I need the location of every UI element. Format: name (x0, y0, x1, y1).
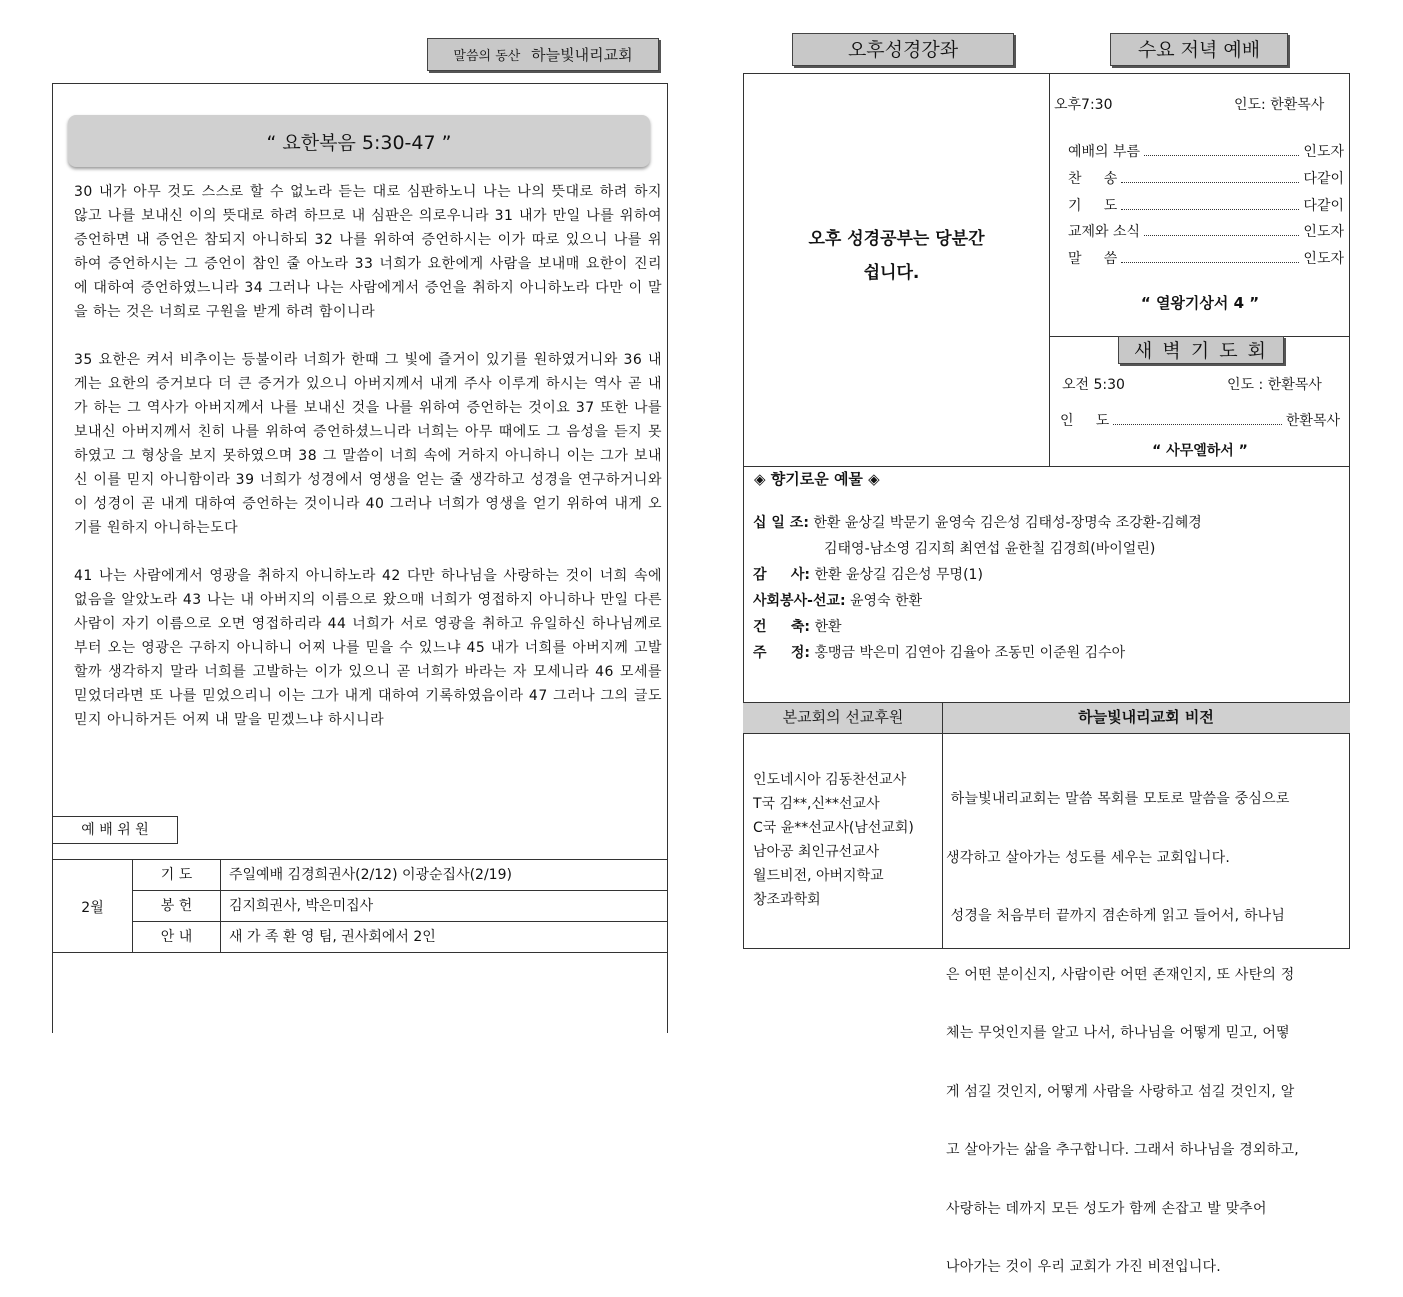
missionary-list (753, 768, 939, 912)
dawn-leader: 인도 : 한환목사 (1227, 377, 1322, 393)
missionary: T국 김**,신**선교사 (753, 796, 880, 812)
duty-row (133, 891, 667, 922)
notice-line: 쉽니다. (863, 263, 920, 283)
dawn-row (1060, 410, 1340, 430)
offering-label: 사회봉사-선교: (753, 593, 846, 609)
offering-names: 한환 윤상길 박문기 윤영숙 김은성 김태성-장명숙 조강환-김혜경 (813, 515, 1202, 531)
scripture-text (74, 180, 662, 732)
leader-dots (1121, 262, 1299, 263)
offering-label: 건 축: (753, 619, 811, 635)
order-label: 찬 송 (1068, 171, 1118, 187)
wednesday-service-tag (1110, 33, 1288, 66)
dawn-label: 인 도 (1060, 413, 1110, 429)
missionary: 인도네시아 김동찬선교사 (753, 772, 907, 788)
offering-label: 감 사: (753, 567, 811, 583)
order-label: 교제와 소식 (1068, 224, 1141, 240)
committee-label (52, 816, 178, 844)
dawn-prayer-title: 새 벽 기 도 회 (1134, 340, 1268, 362)
offering-row (753, 536, 1343, 562)
order-label: 예배의 부름 (1068, 144, 1141, 160)
scripture-title: “ 요한복음 5:30-47 ” (266, 132, 452, 154)
offering-label: 주 정: (753, 645, 811, 661)
duty-role: 기 도 (133, 860, 221, 890)
scripture-paragraph: 30 내가 아무 것도 스스로 할 수 없노라 듣는 대로 심판하노니 나는 나의 뜻대로 하려 하지 않고 나를 보내신 이의 뜻대로 하려 하므로 내 심판은 의로우니라 31 내가 만일 나를 위하여 증언하면 내 증언은 참되지 아니하되 32 나를 위하여 증언하시는 이가 따로 있으니 나를 위하여 증언하시는 그 증언이 참인 줄 아노라 33 너희가 요한에게 사람을 보내매 요한이 진리에 대하여 증언하였느니라 34 그러나 나는 사람에게서 증언을 취하지 아니하노라 다만 이 말을 하는 것은 너희로 구원을 받게 하려 함이니라 (74, 184, 662, 320)
offering-names: 김태영-남소영 김지희 최연섭 윤한칠 김경희(바이얼린) (824, 541, 1156, 557)
vision-line: 고 살아가는 삶을 추구합니다. 그래서 하나님을 경외하고, (946, 1142, 1299, 1158)
church-name: 하늘빛내리교회 (531, 46, 633, 64)
church-name-tag (427, 38, 659, 71)
month-text: 2월 (81, 900, 104, 916)
order-row (1068, 195, 1344, 215)
order-label: 기 도 (1068, 198, 1118, 214)
afternoon-class-tag (792, 33, 1014, 66)
order-row (1068, 248, 1344, 268)
vision-text (946, 751, 1346, 1297)
vision-line: 은 어떤 분이신지, 사람이란 어떤 존재인지, 또 사탄의 정 (946, 966, 1295, 983)
offering-names: 한환 (814, 619, 842, 635)
offering-row (753, 614, 1343, 640)
duty-names: 주일예배 김경희권사(2/12) 이광순집사(2/19) (229, 867, 512, 883)
offering-names: 홍맹금 박은미 김연아 김율아 조동민 이준원 김수아 (814, 645, 1126, 661)
offering-row (753, 510, 1343, 536)
offering-title: ◈ 향기로운 예물 ◈ (754, 470, 880, 488)
leader-dots (1113, 424, 1282, 425)
duty-row (133, 922, 667, 952)
vision-line: 성경을 처음부터 끝까지 겸손하게 읽고 들어서, 하나님 (946, 908, 1286, 924)
dawn-value: 한환목사 (1285, 413, 1340, 429)
scripture-paragraph: 35 요한은 켜서 비추이는 등불이라 너희가 한때 그 빛에 즐거이 있기를 원하였거니와 36 내게는 요한의 증거보다 더 큰 증거가 있으니 아버지께서 내게 주사 이루게 하시는 역사 곧 내가 하는 그 역사가 아버지께서 나를 보내신 것을 나를 위하여 증언하는 것이요 37 또한 나를 보내신 아버지께서 친히 나를 위하여 증언하셨느니라 너희는 아무 때에도 그 음성을 듣지 못하였고 그 형상을 보지 못하였으며 38 그 말씀이 너희 속에 거하지 아니하니 이는 그가 보내신 이를 믿지 아니함이라 39 너희가 성경에서 영생을 얻는 줄 생각하고 성경을 연구하거니와 이 성경이 곧 내게 대하여 증언하는 것이니라 40 그러나 너희가 영생을 얻기 위하여 내게 오기를 원하지 아니하는도다 (74, 352, 662, 536)
missions-header: 본교회의 선교후원 (782, 708, 904, 726)
vision-line: 체는 무엇인지를 알고 나서, 하나님을 어떻게 믿고, 어떻 (946, 1025, 1290, 1041)
order-value: 다같이 (1303, 198, 1344, 214)
wed-time: 오후7:30 (1054, 97, 1113, 113)
duty-role: 안 내 (133, 922, 221, 952)
order-value: 인도자 (1303, 224, 1344, 240)
duty-names: 새 가 족 환 영 팀, 권사회에서 2인 (229, 929, 436, 945)
offering-names: 한환 윤상길 김은성 무명(1) (814, 567, 983, 583)
table-divider (942, 702, 943, 949)
order-value: 인도자 (1303, 251, 1344, 267)
wed-leader: 인도: 한환목사 (1234, 97, 1325, 113)
offering-names: 윤영숙 한환 (850, 593, 923, 609)
order-row (1068, 141, 1344, 161)
vision-line: 사랑하는 데까지 모든 성도가 함께 손잡고 발 맞추어 (946, 1200, 1267, 1217)
top-divider (1049, 73, 1050, 466)
dawn-time: 오전 5:30 (1062, 377, 1125, 393)
scripture-paragraph: 41 나는 사람에게서 영광을 취하지 아니하노라 42 다만 하나님을 사랑하는 것이 너희 속에 없음을 알았노라 43 나는 내 아버지의 이름으로 왔으매 너희가 영접하지 아니하나 만일 다른 사람이 자기 이름으로 오면 영접하리라 44 너희가 서로 영광을 취하고 유일하신 하나님께로부터 오는 영광은 구하지 아니하니 어찌 나를 믿을 수 있느냐 45 내가 너희를 아버지께 고발할까 생각하지 말라 너희를 고발하는 이가 있으니 곧 너희가 바라는 자 모세니라 46 모세를 믿었더라면 또 나를 믿었으리니 이는 그가 내게 대하여 기록하였음이라 47 그러나 그의 글도 믿지 아니하거든 어찌 내 말을 믿겠느냐 하시니라 (74, 568, 662, 728)
leader-dots (1121, 182, 1299, 183)
wed-scripture: “ 열왕기상서 4 ” (1140, 294, 1260, 312)
order-label: 말 씀 (1068, 251, 1118, 267)
duty-row (133, 860, 667, 891)
missionary: 월드비전, 아버지학교 (753, 868, 884, 884)
offering-row (753, 588, 1343, 614)
committee-label-text: 예 배 위 원 (81, 822, 149, 838)
vision-line: 게 섬길 것인지, 어떻게 사람을 사랑하고 섬길 것인지, 알 (946, 1083, 1295, 1100)
order-value: 다같이 (1303, 171, 1344, 187)
notice-line: 오후 성경공부는 당분간 (808, 229, 985, 249)
offering-list (753, 510, 1343, 666)
missionary: C국 윤**선교사(남선교회) (753, 820, 914, 836)
leader-dots (1144, 155, 1299, 156)
vision-line: 생각하고 살아가는 성도를 세우는 교회입니다. (946, 849, 1231, 866)
month-cell (53, 860, 133, 952)
scripture-title-bar (68, 115, 650, 167)
wednesday-service-title: 수요 저녁 예배 (1137, 39, 1261, 61)
dawn-prayer-tag (1118, 336, 1284, 364)
vision-header: 하늘빛내리교회 비전 (1078, 708, 1214, 726)
missionary: 창조과학회 (753, 892, 821, 908)
order-value: 인도자 (1303, 144, 1344, 160)
duty-names: 김지희권사, 박은미집사 (229, 898, 374, 914)
afternoon-class-title: 오후성경강좌 (847, 39, 959, 61)
vision-line: 나아가는 것이 우리 교회가 가진 비전입니다. (946, 1259, 1221, 1275)
order-row (1068, 168, 1344, 188)
church-motto: 말씀의 동산 (453, 49, 521, 64)
offering-row (753, 562, 1343, 588)
offering-row (753, 640, 1343, 666)
missionary: 남아공 최인규선교사 (753, 844, 880, 860)
vision-line: 하늘빛내리교회는 말씀 목회를 모토로 말씀을 중심으로 (946, 791, 1290, 807)
order-row (1068, 221, 1344, 241)
duty-role: 봉 헌 (133, 891, 221, 921)
leader-dots (1144, 235, 1299, 236)
offering-label: 십 일 조: (753, 515, 809, 531)
committee-table (52, 859, 668, 953)
dawn-scripture: “ 사무엘하서 ” (1152, 443, 1248, 459)
afternoon-notice (744, 222, 1049, 290)
leader-dots (1121, 209, 1299, 210)
